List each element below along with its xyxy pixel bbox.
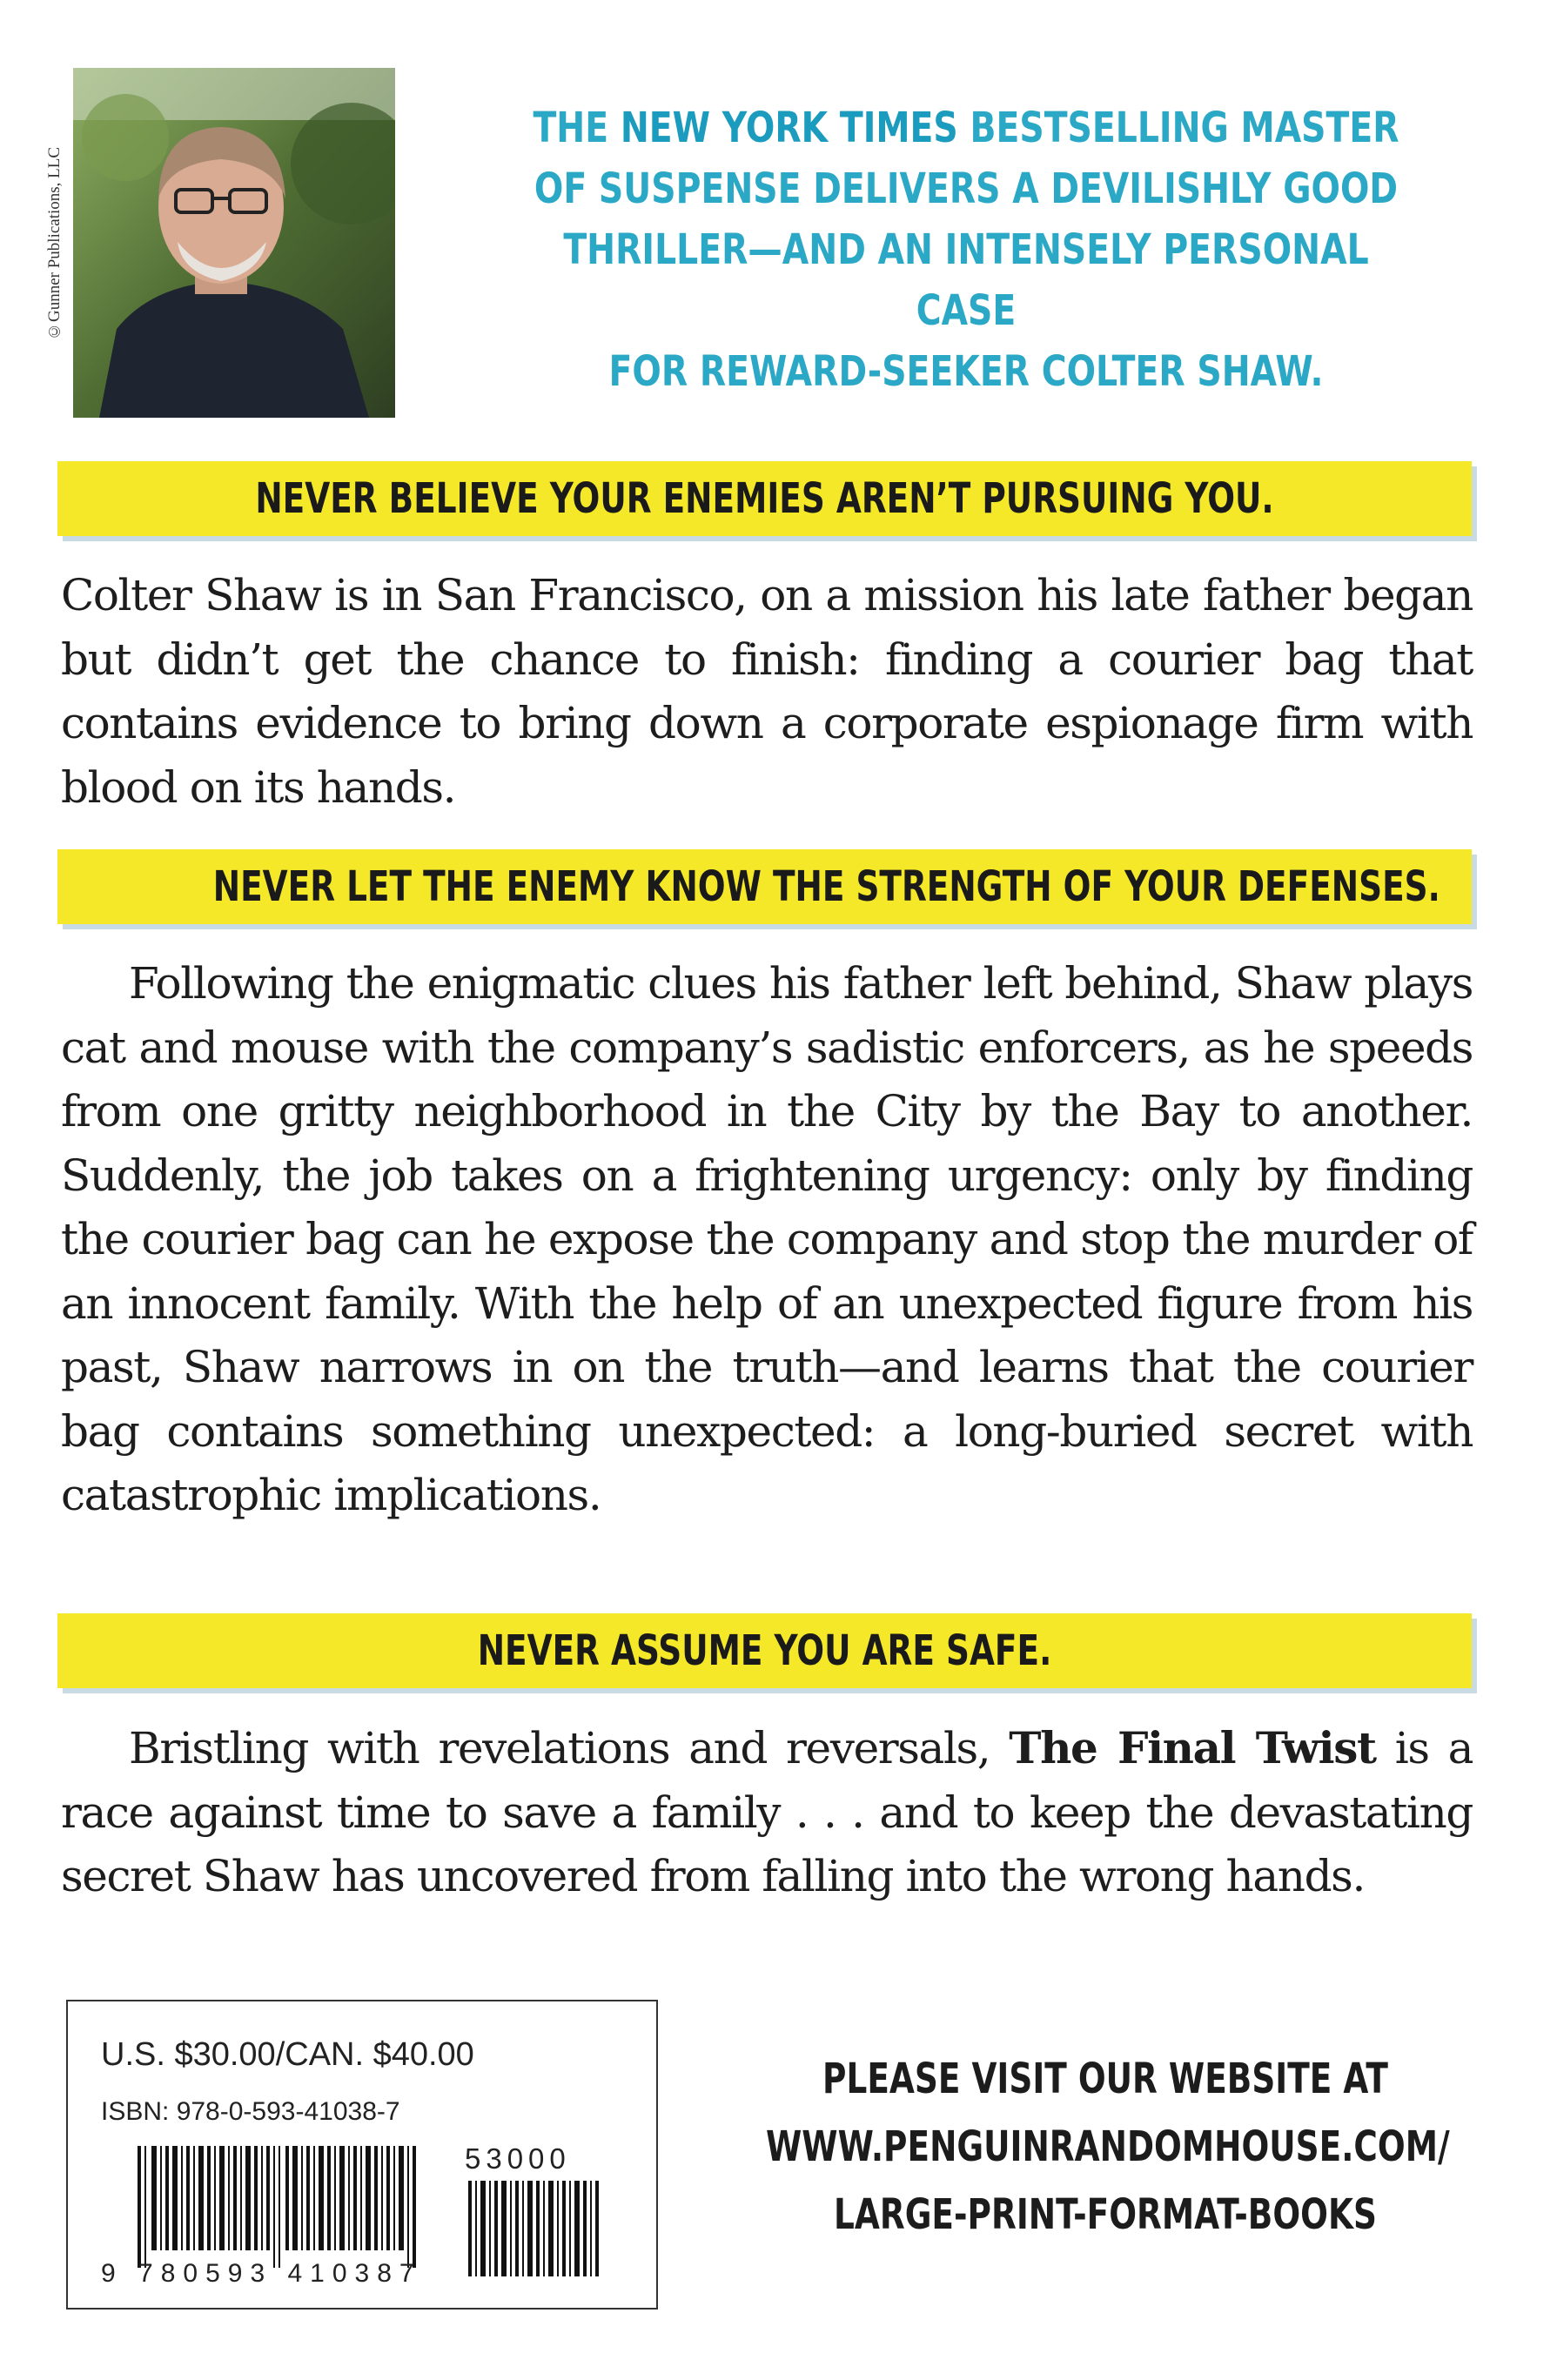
tagline-line-3: THRILLER—AND AN INTENSELY PERSONAL CASE (563, 225, 1369, 335)
price-barcode-box (66, 2000, 658, 2310)
section-heading-banner (57, 1613, 1472, 1688)
author-photo (73, 68, 395, 418)
tagline (509, 97, 1423, 402)
book-title: The Final Twist (1009, 1722, 1376, 1773)
isbn-label: ISBN: 978-0-593-41038-7 (101, 2097, 400, 2126)
photo-credit: ©Gunner Publications, LLC (45, 146, 64, 341)
section-body: Bristling with revelations and reversals, The Final Twist is a race against time to save a family . . . and to keep the devastating secret Shaw has uncovered from falling into the wrong hands. (61, 1722, 1473, 1901)
tagline-line-2: OF SUSPENSE DELIVERS A DEVILISHLY GOOD (534, 164, 1399, 213)
section-heading-banner (57, 849, 1472, 924)
price-label: U.S. $30.00/CAN. $40.00 (101, 2036, 474, 2073)
section-body: Following the enigmatic clues his father left behind, Shaw plays cat and mouse with the company’s sadistic enforcers, as he speeds from one gritty neighborhood in the City by the Bay to another. Suddenly, the job takes on a frightening urgency: only by finding the courier bag can he expose the company and stop the murder of an innocent family. With the help of an unexpected figure from his past, Shaw narrows in on the truth—and learns that the courier bag contains something unexpected: a long-buried secret with catastrophic implications. (61, 958, 1473, 1520)
tagline-emphasis: NEW YORK TIMES (620, 104, 958, 152)
website-url: WWW.PENGUINRANDOMHOUSE.COM/ (766, 2122, 1450, 2171)
barcode-digits: 9 780593 410387 (101, 2259, 422, 2288)
website-info (766, 2045, 1450, 2249)
website-url-path: LARGE-PRINT-FORMAT-BOOKS (834, 2190, 1377, 2239)
author-portrait-icon (73, 68, 395, 418)
section-heading: NEVER ASSUME YOU ARE SAFE. (477, 1626, 1052, 1675)
section-heading: NEVER LET THE ENEMY KNOW THE STRENGTH OF YOUR DEFENSES. (212, 862, 1440, 911)
website-line-1: PLEASE VISIT OUR WEBSITE AT (822, 2055, 1388, 2103)
section-heading: NEVER BELIEVE YOUR ENEMIES AREN’T PURSUING YOU. (255, 474, 1274, 523)
tagline-line-1: THE NEW YORK TIMES BESTSELLING MASTER (533, 104, 1399, 152)
section-body: Colter Shaw is in San Francisco, on a mission his late father began but didn’t get the chance to finish: finding a courier bag that contains evidence to bring down a corporate espionage firm with blood on its hands. (61, 570, 1473, 813)
barcode-addon-digits: 53000 (465, 2142, 571, 2175)
tagline-line-4: FOR REWARD-SEEKER COLTER SHAW. (608, 347, 1324, 396)
section-heading-banner (57, 461, 1472, 536)
